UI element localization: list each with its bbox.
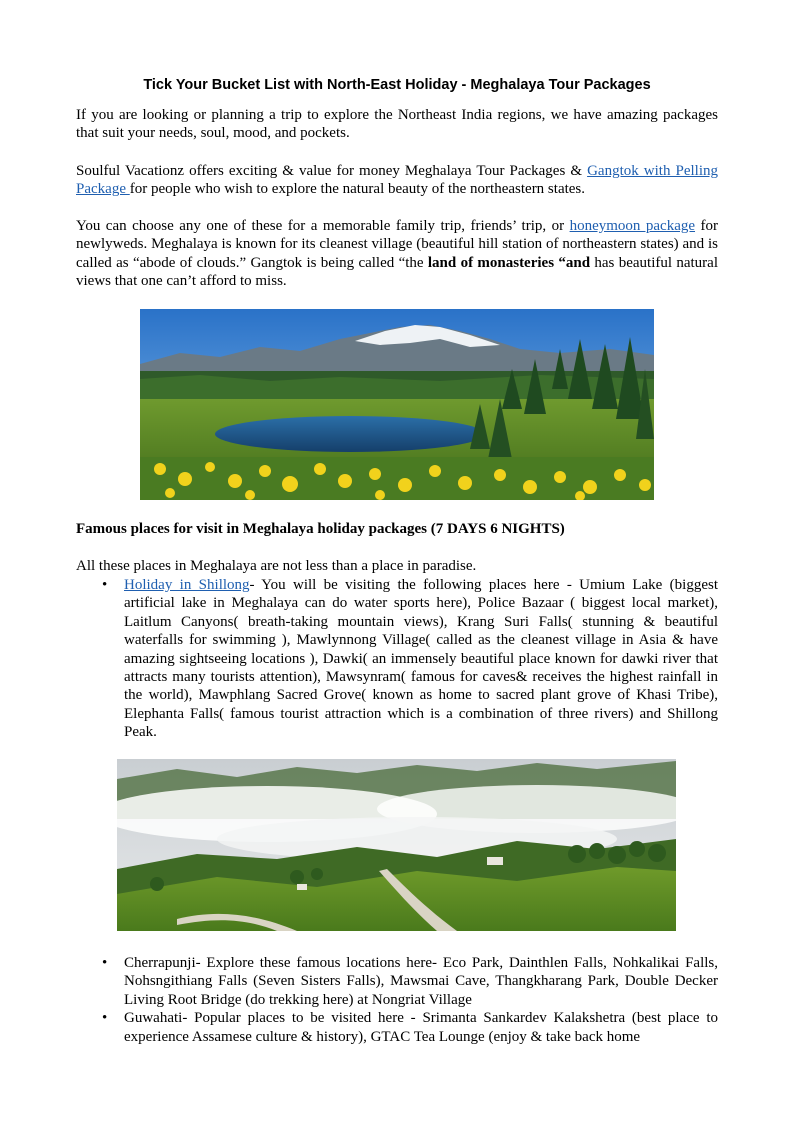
choose-text-end: has beautiful natural views that one can’t afford to miss. [76,254,718,290]
shillong-description: - You will be visiting the following places here - Umium Lake (biggest artificial lake in Meghalaya can do water sports here), Police Bazaar ( biggest local market), Laitlum Canyons( breath-taking mountain views), Krang Suri Falls( stunning & beautiful waterfalls for swimming ), Mawlynnong Village( called as the cleanest village in Asia & have amazing sightseeing locations ), Dawki( an immensely beautiful place known for dawki river that attracts many tourists attention), Mawsynram( famous for caves& receives the highest rainfall in the world), Mawphlang Sacred Grove( known as home to sacred plant grove of Khasi Tribe), Elephanta Falls( famous tourist attraction which is a combination of three rivers) and Shillong Peak. [124,577,718,741]
paradise-paragraph: All these places in Meghalaya are not less than a place in paradise. [76,558,477,574]
offers-paragraph [76,162,718,199]
choose-text-middle: for newlyweds. Meghalaya is known for its cleanest village (beautiful hill station of northeastern states) and is called as “abode of clouds.” Gangtok is being called “the [76,218,718,271]
misty-hills-image [117,759,676,931]
bullet-marker: • [102,577,108,593]
bullet-marker: • [102,955,108,971]
offers-text-end: for people who wish to explore the natural beauty of the northeastern states. [129,181,586,198]
bullet-marker: • [102,1010,108,1027]
gangtok-pelling-link[interactable]: Gangtok with Pelling Package [76,163,719,198]
list-item [76,576,718,742]
guwahati-description: Guwahati- Popular places to be visited here - Srimanta Sankardev Kalakshetra (best place to experience Assamese culture & history), GTAC Tea Lounge (enjoy & take back home [124,1010,718,1045]
offers-text: Soulful Vacationz offers exciting & value for money Meghalaya Tour Packages & [76,163,588,179]
section-heading: Famous places for visit in Meghalaya holiday packages (7 DAYS 6 NIGHTS) [76,521,565,537]
choose-text: You can choose any one of these for a memorable family trip, friends’ trip, or [76,218,570,234]
monasteries-bold: land of monasteries “and [427,254,591,271]
list-item [76,1009,718,1046]
choose-paragraph [76,217,718,291]
list-item [76,954,718,1009]
honeymoon-package-link[interactable]: honeymoon package [569,218,696,234]
intro-paragraph: If you are looking or planning a trip to explore the Northeast India regions, we have amazing packages that suit your needs, soul, mood, and pockets. [76,107,718,142]
mountain-lake-image [140,309,654,500]
more-places-list [76,954,718,1046]
cherrapunji-description: Cherrapunji- Explore these famous locations here- Eco Park, Dainthlen Falls, Nohkalikai Falls, Nohsngithiang Falls (Seven Sisters Falls), Mawsmai Cave, Thangkharang Park, Double Decker Living Root Bridge (do trekking here) at Nongriat Village [124,955,718,1008]
page-title: Tick Your Bucket List with North-East Holiday - Meghalaya Tour Packages [143,77,651,93]
shillong-list [76,576,718,742]
holiday-in-shillong-link[interactable]: Holiday in Shillong [124,577,250,593]
